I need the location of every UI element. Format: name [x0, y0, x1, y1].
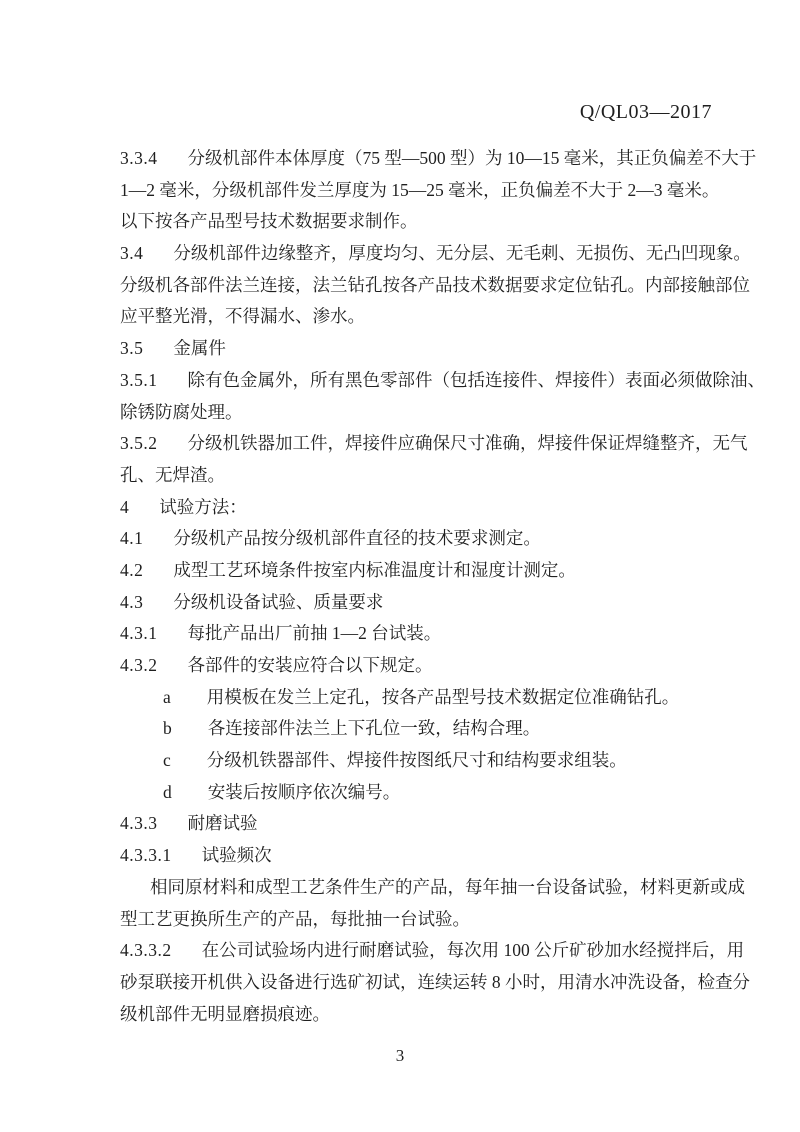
text-line	[120, 745, 716, 777]
section-number: 4.3.3.1	[120, 845, 172, 866]
line-text: 各部件的安装应符合以下规定。	[187, 655, 433, 675]
line-text: 分级机铁器部件、焊接件按图纸尺寸和结构要求组装。	[206, 750, 627, 771]
line-text: 孔、无焊渣。	[120, 464, 225, 485]
line-text: 用模板在发兰上定孔，按各产品型号技术数据定位准确钻孔。	[206, 686, 680, 707]
text-line	[120, 682, 716, 714]
line-text: 在公司试验场内进行耐磨试验，每次用 100 公斤矿砂加水经搅拌后，用	[201, 940, 745, 961]
text-line	[120, 523, 716, 555]
line-text: 除有色金属外，所有黑色零部件（包括连接件、焊接件）表面必须做除油、	[187, 369, 765, 390]
section-number: 4.3.1	[120, 623, 158, 644]
line-text: 成型工艺环境条件按室内标准温度计和湿度计测定。	[173, 559, 576, 580]
text-line	[120, 175, 720, 207]
line-text: 分级机部件本体厚度（75 型—500 型）为 10—15 毫米，其正负偏差不大于	[187, 148, 757, 168]
line-text: 级机部件无明显磨损痕迹。	[120, 1003, 330, 1024]
text-line	[120, 808, 716, 840]
text-line	[120, 935, 745, 967]
text-line	[120, 777, 716, 809]
text-line	[120, 460, 716, 492]
line-text: 分级机设备试验、质量要求	[173, 591, 384, 612]
text-line	[120, 492, 716, 524]
list-item-letter: d	[163, 781, 172, 802]
list-item-letter: b	[163, 718, 172, 739]
text-line	[120, 587, 716, 619]
section-number: 3.5.1	[120, 369, 158, 390]
text-line	[120, 904, 716, 936]
section-number: 4.1	[120, 528, 144, 549]
text-line	[120, 270, 750, 302]
text-line	[120, 301, 716, 333]
section-number: 4.3.3	[120, 813, 158, 834]
line-text: 除锈防腐处理。	[120, 401, 243, 422]
text-line	[120, 555, 716, 587]
line-text: 分级机产品按分级机部件直径的技术要求测定。	[173, 528, 541, 549]
section-number: 3.4	[120, 243, 144, 264]
text-line	[120, 365, 765, 397]
line-text: 试验频次	[201, 845, 272, 866]
text-line	[120, 333, 716, 365]
section-number: 4.2	[120, 559, 144, 580]
text-line	[120, 999, 716, 1031]
line-text: 每批产品出厂前抽 1—2 台试装。	[187, 623, 442, 644]
section-number: 3.3.4	[120, 148, 158, 168]
line-text: 型工艺更换所生产的产品，每批抽一台试验。	[120, 908, 470, 929]
line-text: 以下按各产品型号技术数据要求制作。	[120, 211, 418, 232]
text-line	[120, 872, 745, 904]
list-item-letter: a	[163, 686, 171, 707]
line-text: 分级机部件边缘整齐，厚度均匀、无分层、无毛刺、无损伤、无凸凹现象。	[173, 243, 751, 264]
line-text: 安装后按顺序依次编号。	[207, 781, 401, 802]
line-text: 分级机铁器加工件，焊接件应确保尺寸准确，焊接件保证焊缝整齐，无气	[187, 433, 748, 454]
text-line	[120, 618, 716, 650]
line-text: 应平整光滑，不得漏水、渗水。	[120, 306, 365, 327]
section-number: 3.5.2	[120, 433, 158, 454]
line-text: 试验方法：	[159, 496, 247, 517]
section-number: 4	[120, 496, 130, 517]
text-line	[120, 840, 716, 872]
document-code-header: Q/QL03—2017	[579, 101, 712, 123]
line-text: 耐磨试验	[187, 813, 258, 834]
text-line	[120, 206, 716, 238]
section-number: 4.3.3.2	[120, 940, 172, 961]
text-line	[120, 397, 716, 429]
page-number: 3	[395, 1046, 405, 1065]
line-text: 分级机各部件法兰连接，法兰钻孔按各产品技术数据要求定位钻孔。内部接触部位	[120, 274, 750, 295]
text-line	[120, 428, 748, 460]
line-text: 各连接部件法兰上下孔位一致，结构合理。	[207, 718, 541, 739]
section-number: 4.3.2	[120, 655, 158, 675]
text-line	[120, 238, 751, 270]
text-line	[120, 713, 716, 745]
line-text: 相同原材料和成型工艺条件生产的产品，每年抽一台设备试验，材料更新或成	[150, 876, 745, 897]
text-line	[120, 650, 716, 682]
document-body	[120, 143, 765, 1030]
line-text: 金属件	[173, 338, 226, 359]
line-text: 1—2 毫米，分级机部件发兰厚度为 15—25 毫米，正负偏差不大于 2—3 毫米。	[120, 179, 720, 200]
list-item-letter: c	[163, 750, 171, 771]
section-number: 4.3	[120, 591, 144, 612]
text-line	[120, 143, 757, 175]
text-line	[120, 967, 750, 999]
line-text: 砂泵联接开机供入设备进行选矿初试，连续运转 8 小时，用清水冲洗设备，检查分	[120, 971, 750, 992]
section-number: 3.5	[120, 338, 144, 359]
